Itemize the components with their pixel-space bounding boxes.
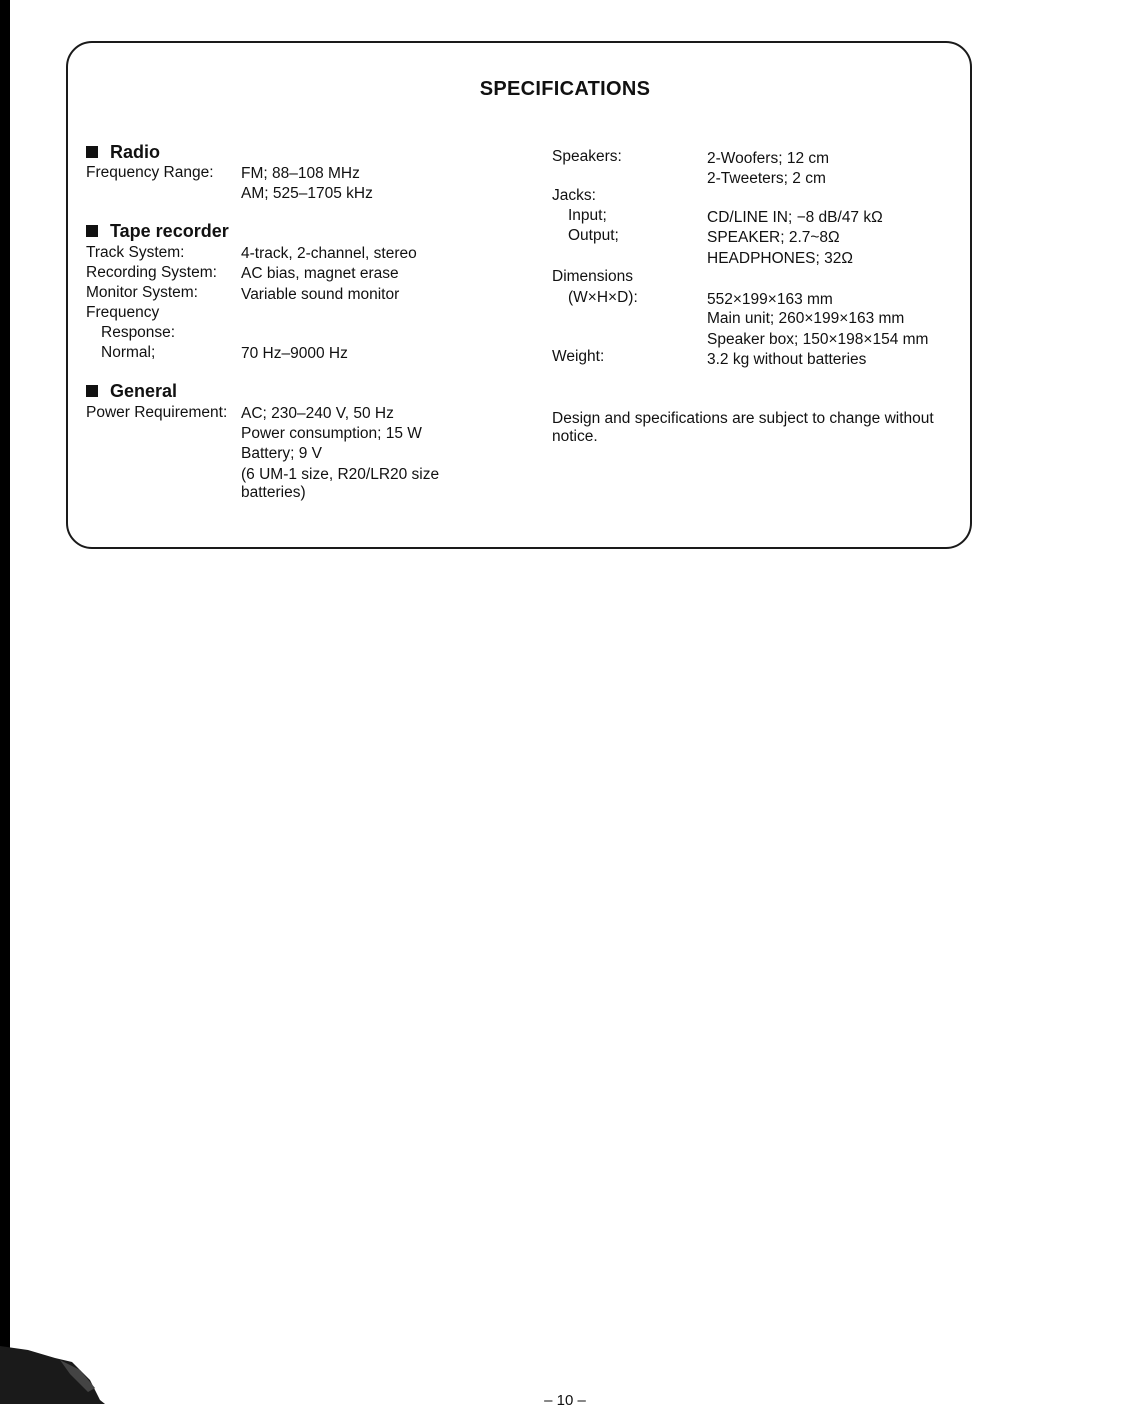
power-requirement-label: Power Requirement: [86,404,228,421]
output-line: SPEAKER; 2.7~8Ω [707,229,840,246]
output-label: Output; [568,227,619,244]
bullet-square-icon [86,385,98,397]
track-system-value: 4-track, 2-channel, stereo [241,245,417,262]
page-title: SPECIFICATIONS [479,78,651,100]
dimensions-line: Speaker box; 150×198×154 mm [707,331,929,348]
output-line: HEADPHONES; 32Ω [707,250,853,267]
speakers-line: 2-Woofers; 12 cm [707,150,830,167]
frequency-label: Frequency [86,304,160,321]
response-label: Response: [101,324,176,341]
speakers-line: 2-Tweeters; 2 cm [707,170,826,187]
am-range: AM; 525–1705 kHz [241,185,373,202]
monitor-system-value: Variable sound monitor [241,286,400,303]
normal-value: 70 Hz–9000 Hz [241,345,348,362]
power-line: Power consumption; 15 W [241,425,422,442]
normal-label: Normal; [101,344,156,361]
fm-range: FM; 88–108 MHz [241,165,360,182]
dimensions-label: Dimensions [552,268,633,285]
monitor-system-label: Monitor System: [86,284,198,301]
power-line: AC; 230–240 V, 50 Hz [241,405,394,422]
section-heading-radio: Radio [86,141,160,163]
scan-edge [0,0,10,1404]
spec-panel [66,41,972,549]
notice-line: Design and specifications are subject to change without [552,410,934,427]
dimensions-sublabel: (W×H×D): [568,289,638,306]
speakers-label: Speakers: [552,148,622,165]
section-heading-general: General [86,380,177,402]
recording-system-value: AC bias, magnet erase [241,265,399,282]
dimensions-line: Main unit; 260×199×163 mm [707,310,905,327]
bullet-square-icon [86,146,98,158]
power-line: Battery; 9 V [241,445,322,462]
dimensions-line: 552×199×163 mm [707,291,833,308]
track-system-label: Track System: [86,244,185,261]
recording-system-label: Recording System: [86,264,217,281]
input-value: CD/LINE IN; −8 dB/47 kΩ [707,209,883,226]
frequency-range-label: Frequency Range: [86,164,214,181]
power-line: (6 UM-1 size, R20/LR20 size [241,466,440,483]
weight-value: 3.2 kg without batteries [707,351,867,368]
jacks-label: Jacks: [552,187,596,204]
power-line: batteries) [241,484,306,501]
input-label: Input; [568,207,607,224]
section-heading-tape: Tape recorder [86,220,229,242]
bullet-square-icon [86,225,98,237]
page-number: – 10 – [544,1392,586,1409]
weight-label: Weight: [552,348,605,365]
notice-line: notice. [552,428,598,445]
